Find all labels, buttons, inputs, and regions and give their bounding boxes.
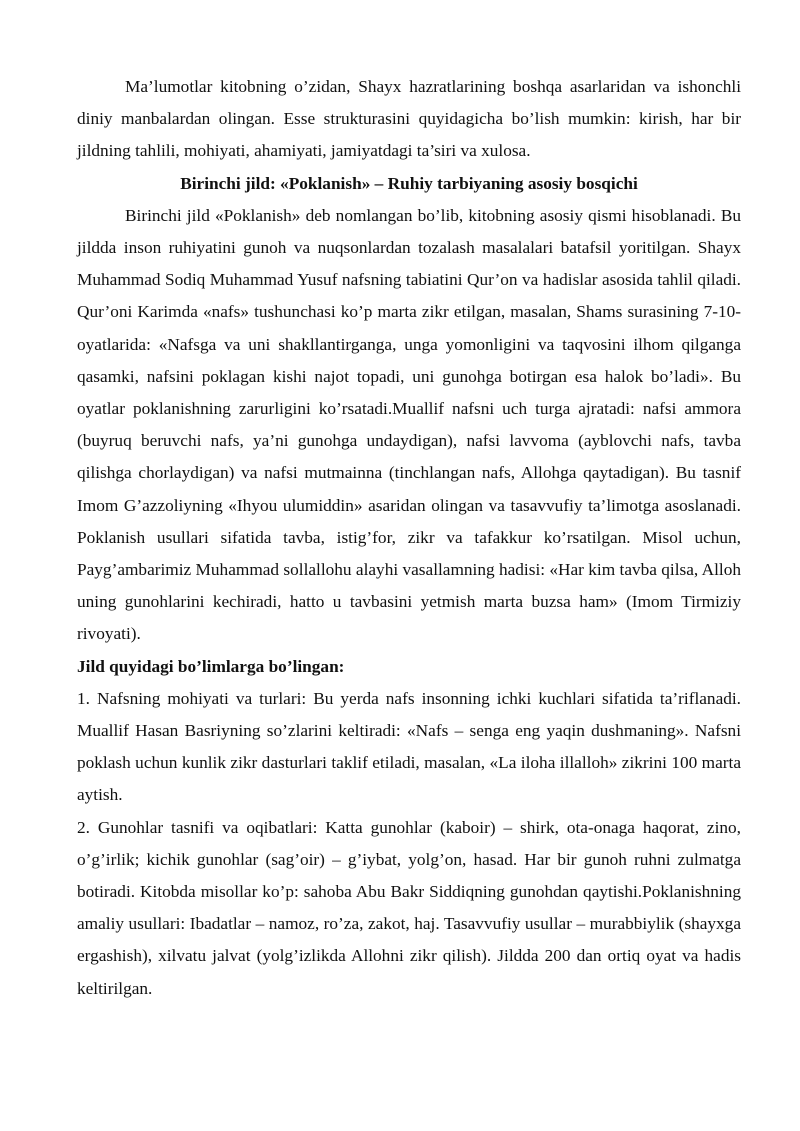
list-item-2: 2. Gunohlar tasnifi va oqibatlari: Katta gunohlar (kaboir) – shirk, ota-onaga haqorat, zino, o’g’irlik; kichik gunohlar (sag’oir) – g’iybat, yolg’on, hasad. Har bir gunoh ruhni zulmatga botiradi. Kitobda misollar ko’p: sahoba Abu Bakr Siddiqning gunohdan qaytishi.Poklanishning amaliy usullari: Ibadatlar – namoz, ro’za, zakot, haj. Tasavvufiy usullar – murabbiylik (shayxga ergashish), xilvatu jalvat (yolg’izlikda Allohni zikr qilish). Jildda 200 dan ortiq oyat va hadis keltirilgan. (77, 817, 741, 998)
document-page (77, 71, 741, 1005)
intro-paragraph: Ma’lumotlar kitobning o’zidan, Shayx hazratlarining boshqa asarlaridan va ishonchli diniy manbalardan olingan. Esse strukturasini quyidagicha bo’lish mumkin: kirish, har bir jildning tahlili, mohiyati, ahamiyati, jamiyatdagi ta’siri va xulosa. (77, 77, 741, 161)
subheading: Jild quyidagi bo’limlarga bo’lingan: (77, 656, 345, 676)
main-paragraph: Birinchi jild «Poklanish» deb nomlangan bo’lib, kitobning asosiy qismi hisoblanadi. Bu jildda inson ruhiyatini gunoh va nuqsonlardan tozalash masalalari batafsil yoritilgan. Shayx Muhammad Sodiq Muhammad Yusuf nafsning tabiatini Qur’on va hadislar asosida tahlil qiladi. Qur’oni Karimda «nafs» tushunchasi ko’p marta zikr etilgan, masalan, Shams surasining 7-10-oyatlarida: «Nafsga va uni shakllantirganga, unga yomonligini va taqvosini ilhom qilganga qasamki, nafsini poklagan kishi najot topadi, uni gunohga botirgan esa halok bo’ladi». Bu oyatlar poklanishning zarurligini ko’rsatadi.Muallif nafsni uch turga ajratadi: nafsi ammora (buyruq beruvchi nafs, ya’ni gunohga undaydigan), nafsi lavvoma (ayblovchi nafs, tavba qilishga chorlaydigan) va nafsi mutmainna (tinchlangan nafs, Allohga qaytadigan). Bu tasnif Imom G’azzoliyning «Ihyou ulumiddin» asaridan olingan va tasavvufiy ta’limotga asoslanadi. Poklanish usullari sifatida tavba, istig’for, zikr va tafakkur ko’rsatilgan. Misol uchun, Payg’ambarimiz Muhammad sollallohu alayhi vasallamning hadisi: «Har kim tavba qilsa, Alloh uning gunohlarini kechiradi, hatto u tavbasini yetmish marta buzsa ham» (Imom Tirmiziy rivoyati). (77, 205, 741, 644)
section-heading: Birinchi jild: «Poklanish» – Ruhiy tarbiyaning asosiy bosqichi (180, 173, 638, 193)
list-item-1: 1. Nafsning mohiyati va turlari: Bu yerda nafs insonning ichki kuchlari sifatida ta’riflanadi. Muallif Hasan Basriyning so’zlarini keltiradi: «Nafs – senga eng yaqin dushmaning». Nafsni poklash uchun kunlik zikr dasturlari taklif etiladi, masalan, «La iloha illalloh» zikrini 100 marta aytish. (77, 688, 741, 805)
